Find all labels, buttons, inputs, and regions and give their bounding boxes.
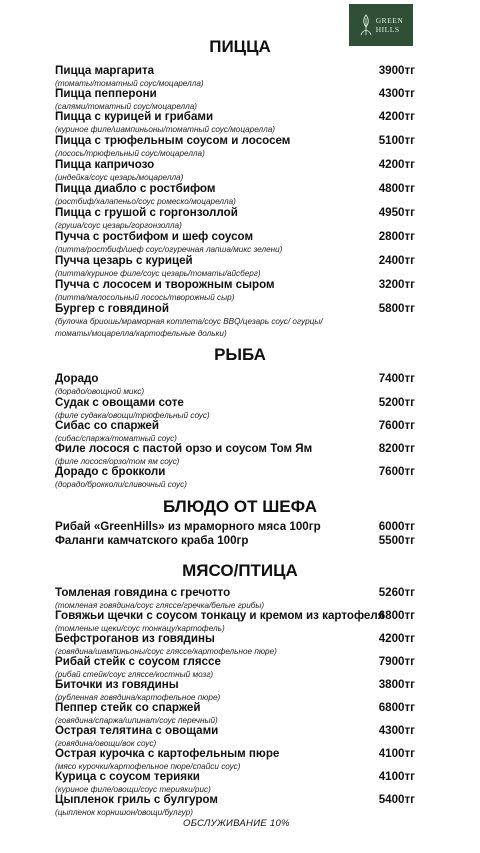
item-name: Пицца диабло с ростбифом: [55, 182, 216, 195]
menu-item: [55, 277, 415, 303]
item-price: 5200тг: [378, 396, 415, 409]
item-price: 3800тг: [378, 678, 415, 691]
item-name: Пицца с трюфельным соусом и лососем: [55, 134, 291, 147]
item-name: Острая курочка с картофельным пюре: [55, 747, 280, 760]
item-price: 4950тг: [378, 206, 415, 219]
item-price: 4200тг: [378, 632, 415, 645]
item-description: (сибас/спаржа/томатный соус): [55, 434, 177, 443]
item-description: (говядина/овощи/вок соус): [55, 739, 157, 748]
item-description: (филе лосося/орзо/том ям соус): [55, 457, 180, 466]
item-name: Пеппер стейк со спаржей: [55, 701, 201, 714]
item-price: 6800тг: [378, 701, 415, 714]
item-price: 4200тг: [378, 158, 415, 171]
item-description: (булочка бриошь/мраморная котлета/соус BBQ/цезарь соус/ огурцы/томаты/моцарелла/картофельные дольки): [55, 317, 323, 338]
item-name: Пучча цезарь с курицей: [55, 254, 193, 267]
item-price: 7600тг: [378, 419, 415, 432]
item-description: (цыпленок корнишон/овощи/булгур): [55, 808, 193, 817]
menu-item: [55, 229, 415, 255]
item-description: (лосось/трюфельный соус/моцарелла): [55, 149, 205, 158]
item-name: Говяжьи щечки с соусом тонкацу и кремом из картофеля: [55, 609, 385, 622]
menu-item: [55, 464, 415, 490]
item-name: Курица с соусом терияки: [55, 770, 200, 783]
item-price: 2800тг: [378, 230, 415, 243]
item-name: Пицца пепперони: [55, 87, 157, 100]
brand-name: [376, 16, 404, 34]
item-price: 6000тг: [378, 520, 415, 533]
item-price: 4100тг: [378, 747, 415, 760]
item-name: Бургер с говядиной: [55, 302, 170, 315]
item-name: Пицца маргарита: [55, 64, 155, 77]
menu-item: [55, 792, 415, 818]
item-name: Рибай «GreenHills» из мраморного мяса 100гр: [55, 520, 321, 533]
item-name: Судак с овощами соте: [55, 396, 184, 409]
item-price: 4300тг: [378, 724, 415, 737]
menu-item: [55, 205, 415, 231]
service-charge-note: ОБСЛУЖИВАНИЕ 10%: [183, 818, 290, 829]
item-name: Дорадо с брокколи: [55, 465, 166, 478]
item-price: 4800тг: [378, 182, 415, 195]
item-name: Рибай стейк с соусом гляссе: [55, 655, 221, 668]
menu-item: [55, 133, 415, 159]
item-price: 7400тг: [378, 372, 415, 385]
menu-item: [55, 371, 415, 397]
item-description: (филе судака/овощи/трюфельный соус): [55, 411, 210, 420]
item-name: Пицца капричозо: [55, 158, 155, 171]
item-price: 5500тг: [378, 534, 415, 547]
section-title-pizza: ПИЦЦА: [209, 37, 271, 56]
brand-line-2: HILLS: [375, 25, 400, 34]
item-price: 5400тг: [378, 793, 415, 806]
item-price: 4100тг: [378, 770, 415, 783]
item-description: (рибай стейк/соус гляссе/костный мозг): [55, 670, 214, 679]
section-title-chef: БЛЮДО ОТ ШЕФА: [162, 497, 317, 516]
item-price: 5100тг: [378, 134, 415, 147]
item-name: Цыпленок гриль с булгуром: [55, 793, 218, 806]
menu-item: [55, 157, 415, 183]
hills-logo-icon: [359, 14, 373, 36]
item-description: (ростбиф/халапеньо/соус ромеско/моцарелла): [55, 197, 236, 206]
item-name: Бефстроганов из говядины: [55, 632, 215, 645]
item-description: (питта/ростбиф/шеф соус/огуречная лапша/микс зелени): [55, 245, 283, 254]
item-description: (груша/соус цезарь/горгонзолла): [55, 221, 182, 230]
item-price: 4300тг: [378, 87, 415, 100]
item-name: Острая телятина с овощами: [55, 724, 219, 737]
item-description: (говядина/спаржа/шпинат/соус перечный): [55, 716, 218, 725]
item-description: (дорадо/брокколи/сливочный соус): [55, 480, 187, 489]
menu-item: [55, 109, 415, 135]
item-description: (рубленная говядина/картофельное пюре): [55, 693, 221, 702]
item-description: (дорадо/овощной микс): [55, 387, 145, 396]
item-name: Пицца с курицей и грибами: [55, 110, 214, 123]
item-description: (томленая говядина/соус гляссе/гречка/белые грибы): [55, 601, 265, 610]
menu-item: [55, 253, 415, 279]
menu-item: [55, 533, 415, 549]
item-description: (салями/томатный соус/моцарелла): [55, 102, 198, 111]
item-description: (говядина/шампиньоны/соус гляссе/картофельное пюре): [55, 647, 277, 656]
item-price: 6800тг: [378, 609, 415, 622]
item-price: 7600тг: [378, 465, 415, 478]
brand-line-1: GREEN: [375, 16, 404, 25]
item-name: Пучча с лососем и творожным сыром: [55, 278, 275, 291]
menu-item: [55, 301, 415, 340]
item-description: (питта/малосольный лосось/творожный сыр): [55, 293, 235, 302]
item-description: (индейка/соус цезарь/моцарелла): [55, 173, 184, 182]
item-price: 8200тг: [378, 442, 415, 455]
item-description: (куриное филе/овощи/соус терияки/рис): [55, 785, 211, 794]
menu-item: [55, 181, 415, 207]
section-title-meat: МЯСО/ПТИЦА: [182, 561, 298, 580]
item-price: 3200тг: [378, 278, 415, 291]
item-description: (мясо курочки/картофельное пюре/спайси соус): [55, 762, 241, 771]
item-name: Биточки из говядины: [55, 678, 179, 691]
item-name: Фаланги камчатского краба 100гр: [55, 534, 249, 547]
item-description: (куриное филе/шампиньоны/томатный соус/моцарелла): [55, 125, 276, 134]
item-name: Дорадо: [55, 372, 99, 385]
item-price: 7900тг: [378, 655, 415, 668]
item-price: 3900тг: [378, 64, 415, 77]
item-price: 5260тг: [378, 586, 415, 599]
item-price: 4200тг: [378, 110, 415, 123]
section-title-fish: РЫБА: [214, 345, 266, 364]
item-description: (томленые щеки/соус тонкацу/картофель): [55, 624, 225, 633]
item-name: Сибас со спаржей: [55, 419, 159, 432]
item-name: Пицца с грушой с горгонзоллой: [55, 206, 238, 219]
item-description: (питта/куриное филе/соус цезарь/томаты/айсберг): [55, 269, 261, 278]
item-price: 2400тг: [378, 254, 415, 267]
item-name: Филе лосося с пастой орзо и соусом Том Ям: [55, 442, 313, 455]
item-name: Томленая говядина с гречотто: [55, 586, 231, 599]
item-description: (томаты/томатный соус/моцарелла): [55, 79, 204, 88]
item-name: Пучча с ростбифом и шеф соусом: [55, 230, 254, 243]
item-price: 5800тг: [378, 302, 415, 315]
